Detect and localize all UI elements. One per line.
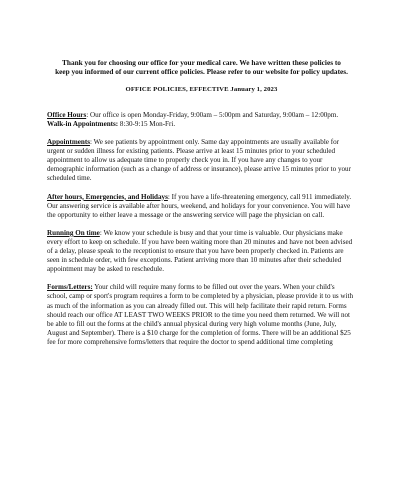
running-on-time-heading: Running On time [47, 228, 100, 237]
running-on-time-text: : We know your schedule is busy and that your time is valuable. Our physicians make every effort to keep on schedule. If you have been waiting more than 20 minutes and have not been advised of a delay, please speak to the receptionist to ensure that you have been properly checked in. Patients are seen in schedule order, with few exceptions. Patient arriving more than 10 minutes after their scheduled appointment may be asked to reschedule. [47, 228, 353, 274]
appointments-heading: Appointments [47, 138, 90, 147]
after-hours-section [47, 193, 356, 220]
appointments-section [47, 138, 356, 183]
after-hours-heading: After hours, Emergencies, and Holidays [47, 192, 168, 201]
policies-title: OFFICE POLICIES, EFFECTIVE January 1, 2023 [125, 85, 278, 93]
forms-letters-section [47, 283, 356, 347]
appointments-text: : We see patients by appointment only. Same day appointments are usually available for urgent or sudden illness for existing patients. Please arrive at least 15 minutes prior to your scheduled appointment to allow us adequate time to properly check you in. If you have any changes to your demographic information (such as a change of address or insurance), please arrive 15 minutes prior to your scheduled time. [47, 138, 351, 183]
office-hours-heading: Office Hours [47, 110, 87, 119]
intro-paragraph: Thank you for choosing our office for your medical care. We have written these policies to keep you informed of our current office policies. Please refer to our website for policy updates. [55, 58, 348, 77]
office-hours-section [47, 111, 356, 129]
walkin-label: Walk-in Appointments: [47, 120, 119, 128]
forms-letters-heading: Forms/Letters: [47, 283, 93, 292]
forms-letters-text: Your child will require many forms to be filled out over the years. When your child's school, camp or sport's program requires a form to be completed by a physician, please provide it to us with as much of the information as you can already filled out. This will help facilitate their rapid return. Forms should reach our office AT LEAST TWO WEEKS PRIOR to the time you need them returned. We will not be able to fill out the forms at the child's annual physical during very high volume months (June, July, August and September). There is a $10 charge for the completion of forms. There will be an additional $25 fee for more comprehensive forms/letters that require the doctor to spend additional time completing [47, 283, 354, 346]
after-hours-text: : If you have a life-threatening emergency, call 911 immediately. Our answering service is available after hours, weekend, and holidays for your convenience. You will have the opportunity to either leave a message or the answering service will page the physician on call. [47, 192, 352, 219]
walkin-hours: 8:30-9:15 Mon-Fri. [118, 120, 176, 128]
running-on-time-section [47, 229, 356, 274]
office-hours-text: : Our office is open Monday-Friday, 9:00am – 5:00pm and Saturday, 9:00am – 12:00pm. [86, 110, 339, 119]
